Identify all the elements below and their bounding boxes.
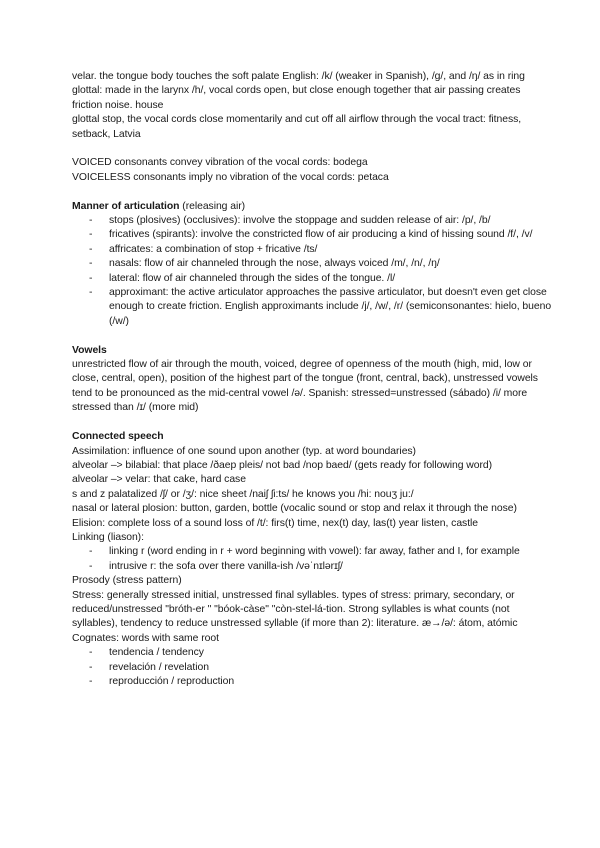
list-item: - fricatives (spirants): involve the constricted flow of air producing a kind of hissing sound /f/, /v/ <box>109 228 552 242</box>
spacer <box>72 185 552 199</box>
manner-list <box>72 214 552 329</box>
prosody-line: Prosody (stress pattern) <box>72 575 182 587</box>
cognates-line: Cognates: words with same root <box>72 632 219 644</box>
spacer <box>72 142 552 156</box>
list-item: - tendencia / tendency <box>109 646 552 660</box>
list-item: - revelación / revelation <box>109 661 552 675</box>
manner-heading <box>72 200 552 214</box>
list-item: - linking r (word ending in r + word beginning with vowel): far away, father and I, for example <box>109 545 552 559</box>
document-page <box>72 70 552 689</box>
glottal-paragraph: glottal: made in the larynx /h/, vocal cords open, but close enough together that air passing creates friction noise. house <box>72 85 521 111</box>
glottal-stop-paragraph: glottal stop, the vocal cords close momentarily and cut off all airflow through the vocal tract: fitness, setback, Latvia <box>72 114 522 140</box>
list-item: - intrusive r: the sofa over there vanilla-ish /vəˈnɪlərɪʃ/ <box>109 560 552 574</box>
vowels-heading: Vowels <box>72 344 107 356</box>
voiceless-paragraph: VOICELESS consonants imply no vibration of the vocal cords: petaca <box>72 171 389 183</box>
vowels-paragraph: unrestricted flow of air through the mouth, voiced, degree of openness of the mouth (high, mid, low or close, central, open), position of the highest part of the tongue (front, central, back), unstressed vowels tend to be pronounced as the mid-central vowel /ə/. Spanish: stressed=unstressed (sábado) /i/ more stressed than /ɪ/ (more mid) <box>72 359 538 414</box>
bilabial-line: alveolar –> bilabial: that place /ðaep pleis/ not bad /nop baed/ (gets ready for following word) <box>72 459 493 471</box>
manner-heading-note: (releasing air) <box>182 200 246 212</box>
linking-list <box>72 545 552 574</box>
list-item: - affricates: a combination of stop + fricative /ts/ <box>109 243 552 257</box>
list-item: - nasals: flow of air channeled through the nose, always voiced /m/, /n/, /ŋ/ <box>109 257 552 271</box>
list-item: - stops (plosives) (occlusives): involve the stoppage and sudden release of air: /p/, /b/ <box>109 214 552 228</box>
spacer <box>72 329 552 343</box>
cognates-list <box>72 646 552 689</box>
velar-paragraph: velar. the tongue body touches the soft palate English: /k/ (weaker in Spanish), /g/, and /ŋ/ as in ring <box>72 71 525 82</box>
spacer <box>72 416 552 430</box>
list-item: - reproducción / reproduction <box>109 675 552 689</box>
palatalized-line: s and z palatalized /ʃ/ or /ʒ/: nice sheet /naiʃ ʃi:ts/ he knows you /hi: nouʒ ju:/ <box>72 488 414 500</box>
stress-paragraph: Stress: generally stressed initial, unstressed final syllables. types of stress: primary, secondary, or reduced/unstressed "bróth-er " "bóok-càse" "còn-stel-lá-tion. Strong syllables is what counts (not syllables), tendency to reduce unstressed syllable (if more than 2): literature. æ→/ə/: átom, atómic <box>72 589 518 630</box>
elision-line: Elision: complete loss of a sound loss of /t/: firs(t) time, nex(t) day, las(t) year listen, castle <box>72 517 479 529</box>
list-item: - approximant: the active articulator approaches the passive articulator, but doesn't even get close enough to create friction. English approximants include /j/, /w/, /r/ (semiconsonantes: hielo, bueno (/w/) <box>109 286 552 329</box>
voiced-paragraph: VOICED consonants convey vibration of the vocal cords: bodega <box>72 157 368 169</box>
connected-speech-heading: Connected speech <box>72 431 164 443</box>
assimilation-line: Assimilation: influence of one sound upon another (typ. at word boundaries) <box>72 445 416 457</box>
manner-heading-title: Manner of articulation <box>72 200 180 212</box>
velar-assimilation-line: alveolar –> velar: that cake, hard case <box>72 474 246 486</box>
linking-line: Linking (liason): <box>72 531 144 543</box>
list-item: - lateral: flow of air channeled through the sides of the tongue. /l/ <box>109 272 552 286</box>
plosion-line: nasal or lateral plosion: button, garden, bottle (vocalic sound or stop and relax it through the nose) <box>72 503 517 515</box>
